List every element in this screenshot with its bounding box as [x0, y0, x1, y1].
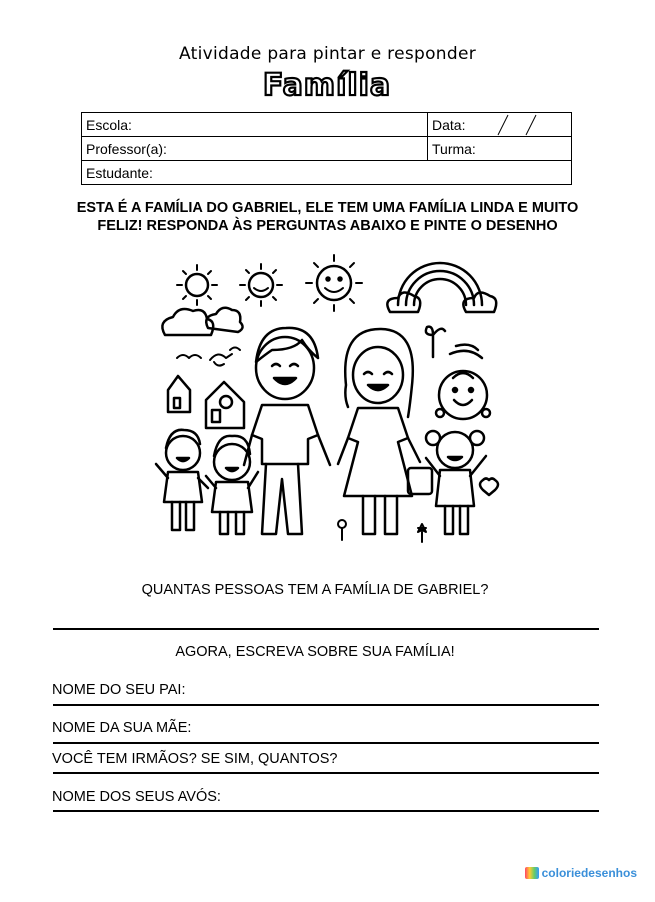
bird-icon — [177, 348, 240, 366]
grandparents-answer-line[interactable] — [53, 810, 599, 812]
flower-icon — [338, 520, 426, 542]
father-name-label: NOME DO SEU PAI: — [52, 682, 186, 698]
sun-icon — [240, 264, 282, 306]
sun-icon — [306, 255, 362, 311]
child-figure — [206, 436, 258, 534]
write-about-family-prompt: AGORA, ESCREVA SOBRE SUA FAMÍLIA! — [175, 644, 455, 660]
child-figure — [156, 430, 208, 530]
page-title-text: Família — [262, 68, 392, 103]
brand-logo — [525, 866, 637, 880]
date-slashes — [488, 113, 548, 137]
question-how-many: QUANTAS PESSOAS TEM A FAMÍLIA DE GABRIEL? — [141, 582, 489, 598]
siblings-answer-line[interactable] — [53, 772, 599, 774]
teacher-field[interactable]: Professor(a): — [82, 137, 428, 161]
grandparents-label: NOME DOS SEUS AVÓS: — [52, 789, 221, 805]
father-answer-line[interactable] — [53, 704, 599, 706]
father-figure — [244, 328, 330, 534]
baby-figure — [436, 345, 490, 419]
crayon-icon — [525, 867, 539, 879]
mother-figure — [338, 329, 432, 534]
school-field[interactable]: Escola: — [82, 113, 428, 137]
family-illustration — [150, 250, 505, 550]
rainbow-icon — [387, 263, 496, 312]
mother-name-label: NOME DA SUA MÃE: — [52, 720, 192, 736]
date-field[interactable]: Data: — [428, 113, 572, 137]
instructions-line-2: FELIZ! RESPONDA ÀS PERGUNTAS ABAIXO E PINTE O DESENHO — [97, 218, 558, 234]
heart-icon — [480, 479, 498, 496]
activity-subtitle: Atividade para pintar e responder — [178, 44, 477, 64]
instructions — [40, 199, 615, 235]
page-title — [0, 66, 655, 106]
student-info-table — [81, 112, 572, 185]
cloud-icon — [162, 308, 242, 335]
leaf-icon — [426, 327, 445, 357]
mother-answer-line[interactable] — [53, 742, 599, 744]
house-icon — [206, 382, 244, 428]
instructions-line-1: ESTA É A FAMÍLIA DO GABRIEL, ELE TEM UMA FAMÍLIA LINDA E MUITO — [76, 200, 579, 216]
answer-line[interactable] — [53, 628, 599, 630]
brand-text: coloriedesenhos — [541, 866, 637, 880]
siblings-label: VOCÊ TEM IRMÃOS? SE SIM, QUANTOS? — [52, 751, 338, 767]
child-figure — [426, 431, 486, 534]
house-icon — [168, 376, 190, 412]
class-field[interactable]: Turma: — [428, 137, 572, 161]
sun-icon — [177, 265, 217, 305]
student-field[interactable]: Estudante: — [82, 161, 572, 185]
